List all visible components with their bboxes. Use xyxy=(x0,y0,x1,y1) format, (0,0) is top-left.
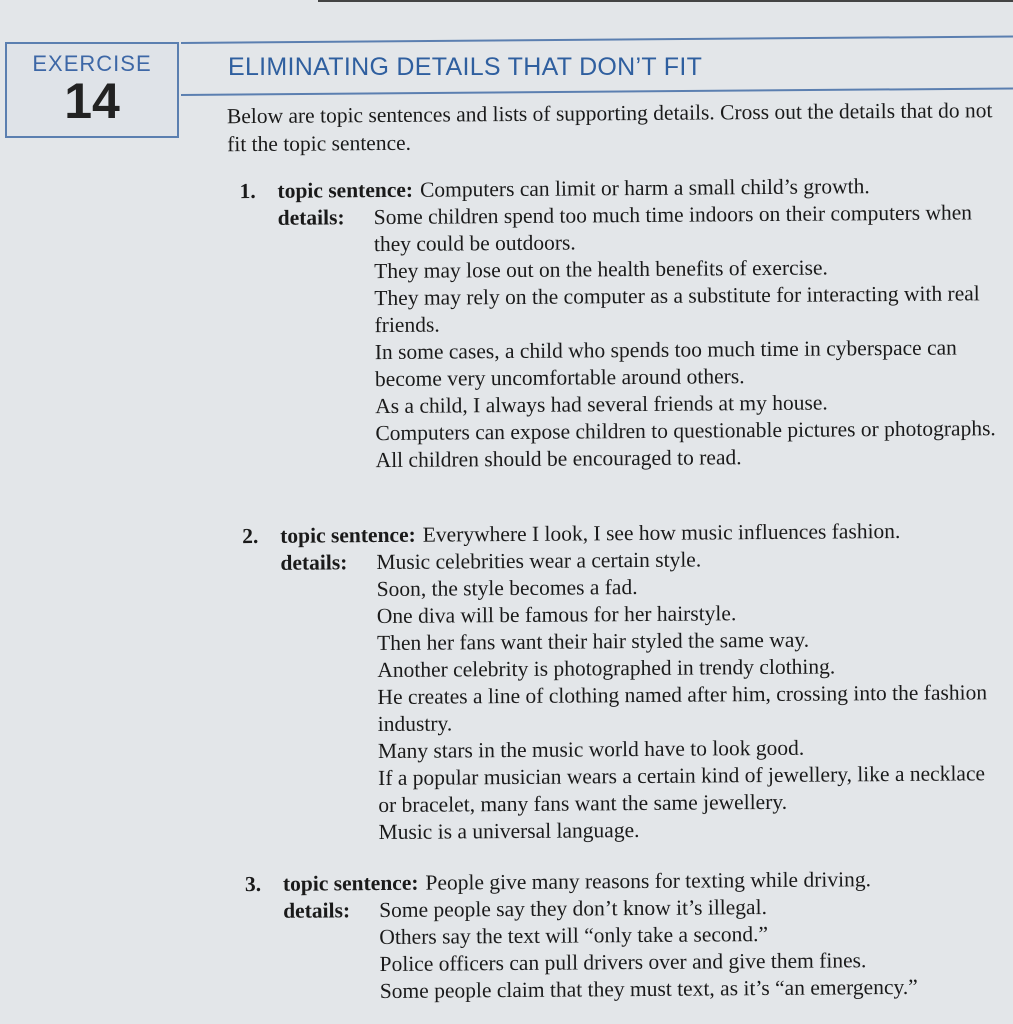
instructions: Below are topic sentences and lists of supporting details. Cross out the details that do not fit the topic sentence. xyxy=(226,98,993,157)
detail-item[interactable]: Then her fans want their hair styled the same way. xyxy=(376,627,810,656)
detail-item[interactable]: Police officers can pull drivers over and give them fines. xyxy=(379,948,867,977)
detail-item[interactable]: As a child, I always had several friends at my house. xyxy=(375,390,828,419)
topic-label: topic sentence: xyxy=(280,522,416,548)
detail-item[interactable]: They may lose out on the health benefits of exercise. xyxy=(374,255,828,284)
detail-item[interactable]: Music is a universal language. xyxy=(378,818,640,845)
item-number: 3. xyxy=(244,871,262,897)
exercise-item-2 xyxy=(242,517,1005,847)
details-list xyxy=(379,892,1006,1005)
detail-item[interactable]: They may rely on the computer as a substitute for interacting with real friends. xyxy=(374,281,980,338)
topic-sentence: Everywhere I look, I see how music influences fashion. xyxy=(422,518,901,547)
exercise-label: EXERCISE xyxy=(32,51,152,76)
exercise-item-3 xyxy=(245,865,1006,1006)
details-list xyxy=(376,544,1004,846)
detail-item[interactable]: Some people say they don’t know it’s illegal. xyxy=(379,895,767,923)
exercise-number: 14 xyxy=(64,73,120,129)
detail-item[interactable]: Others say the text will “only take a second.” xyxy=(379,921,769,950)
details-list xyxy=(374,199,1002,474)
topic-label: topic sentence: xyxy=(277,177,414,203)
detail-item[interactable]: Another celebrity is photographed in trendy clothing. xyxy=(377,654,836,683)
details-label: details: xyxy=(283,898,351,923)
detail-item[interactable]: Many stars in the music world have to look good. xyxy=(377,735,805,764)
item-number: 2. xyxy=(242,523,259,549)
detail-item[interactable]: He creates a line of clothing named after him, crossing into the fashion industry. xyxy=(377,680,988,737)
exercise-item-1 xyxy=(239,172,1001,475)
detail-item[interactable]: If a popular musician wears a certain kind of jewellery, like a necklace or bracelet, many fans want the same jewellery. xyxy=(378,761,986,818)
detail-item[interactable]: Some people claim that they must text, as it’s “an emergency.” xyxy=(379,974,918,1004)
exercise-title: ELIMINATING DETAILS THAT DON’T FIT xyxy=(228,53,703,81)
detail-item[interactable]: Computers can expose children to questionable pictures or photographs. xyxy=(375,416,996,446)
topic-sentence: Computers can limit or harm a small child’s growth. xyxy=(419,174,870,202)
detail-item[interactable]: All children should be encouraged to read. xyxy=(375,445,742,473)
detail-item[interactable]: One diva will be famous for her hairstyle. xyxy=(376,601,737,629)
details-label: details: xyxy=(280,550,348,575)
topic-sentence: People give many reasons for texting while driving. xyxy=(425,867,871,895)
detail-item[interactable]: In some cases, a child who spends too much time in cyberspace can become very uncomfortable around others. xyxy=(374,335,957,392)
detail-item[interactable]: Music celebrities wear a certain style. xyxy=(376,547,702,575)
detail-item[interactable]: Some children spend too much time indoors on their computers when they could be outdoors. xyxy=(373,200,973,257)
detail-item[interactable]: Soon, the style becomes a fad. xyxy=(376,575,638,602)
topic-label: topic sentence: xyxy=(282,870,419,896)
item-number: 1. xyxy=(239,178,256,204)
details-label: details: xyxy=(277,205,345,230)
